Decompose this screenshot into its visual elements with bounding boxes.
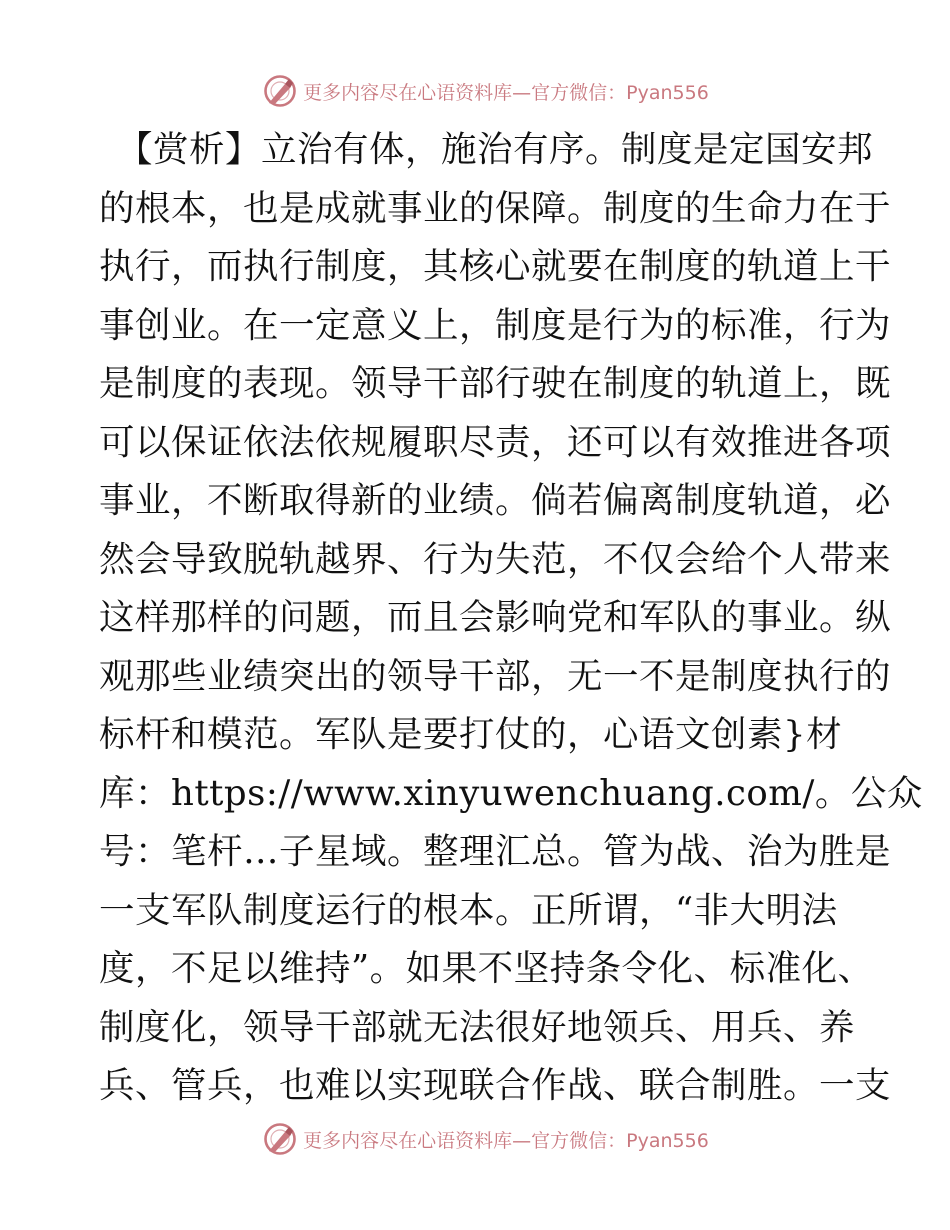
- pen-logo-icon: [263, 1122, 297, 1156]
- body-line: 制度化，领导干部就无法很好地领兵、用兵、养: [99, 1006, 856, 1048]
- article-body: [99, 121, 923, 1116]
- body-line: 一支军队制度运行的根本。正所谓，“非大明法: [99, 889, 838, 931]
- body-line: 兵、管兵，也难以实现联合作战、联合制胜。一支: [99, 1065, 892, 1106]
- body-line: 库：https://www.xinyuwenchuang.com/。公众: [99, 772, 923, 814]
- body-line: 可以保证依法依规履职尽责，还可以有效推进各项: [99, 421, 892, 463]
- header-banner-inner: [263, 74, 709, 108]
- body-line: 观那些业绩突出的领导干部，无一不是制度执行的: [99, 655, 892, 697]
- footer-banner: [0, 1119, 950, 1159]
- body-line: 这样那样的问题，而且会影响党和军队的事业。纵: [99, 597, 892, 638]
- body-line: 的根本，也是成就事业的保障。制度的生命力在于: [99, 187, 892, 229]
- body-line: 执行，而执行制度，其核心就要在制度的轨道上干: [99, 246, 892, 287]
- body-line: 然会导致脱轨越界、行为失范，不仅会给个人带来: [99, 538, 892, 580]
- footer-text: 更多内容尽在心语资料库—官方微信：Pyan556: [303, 1129, 709, 1152]
- header-text: 更多内容尽在心语资料库—官方微信：Pyan556: [303, 81, 709, 104]
- body-line: 【赏析】立治有体，施治有序。制度是定国安邦: [117, 129, 874, 170]
- body-line: 度，不足以维持”。如果不坚持条令化、标准化、: [99, 948, 874, 989]
- header-banner: [0, 71, 950, 111]
- body-line: 标杆和模范。军队是要打仗的，心语文创素}材: [99, 714, 843, 755]
- body-line: 是制度的表现。领导干部行驶在制度的轨道上，既: [99, 363, 892, 404]
- pen-logo-icon: [263, 74, 297, 108]
- body-line: 事创业。在一定意义上，制度是行为的标准，行为: [99, 304, 892, 346]
- body-line: 事业，不断取得新的业绩。倘若偏离制度轨道，必: [99, 480, 892, 521]
- body-line: 号：笔杆…子星域。整理汇总。管为战、治为胜是: [99, 831, 892, 872]
- footer-banner-inner: [263, 1122, 709, 1156]
